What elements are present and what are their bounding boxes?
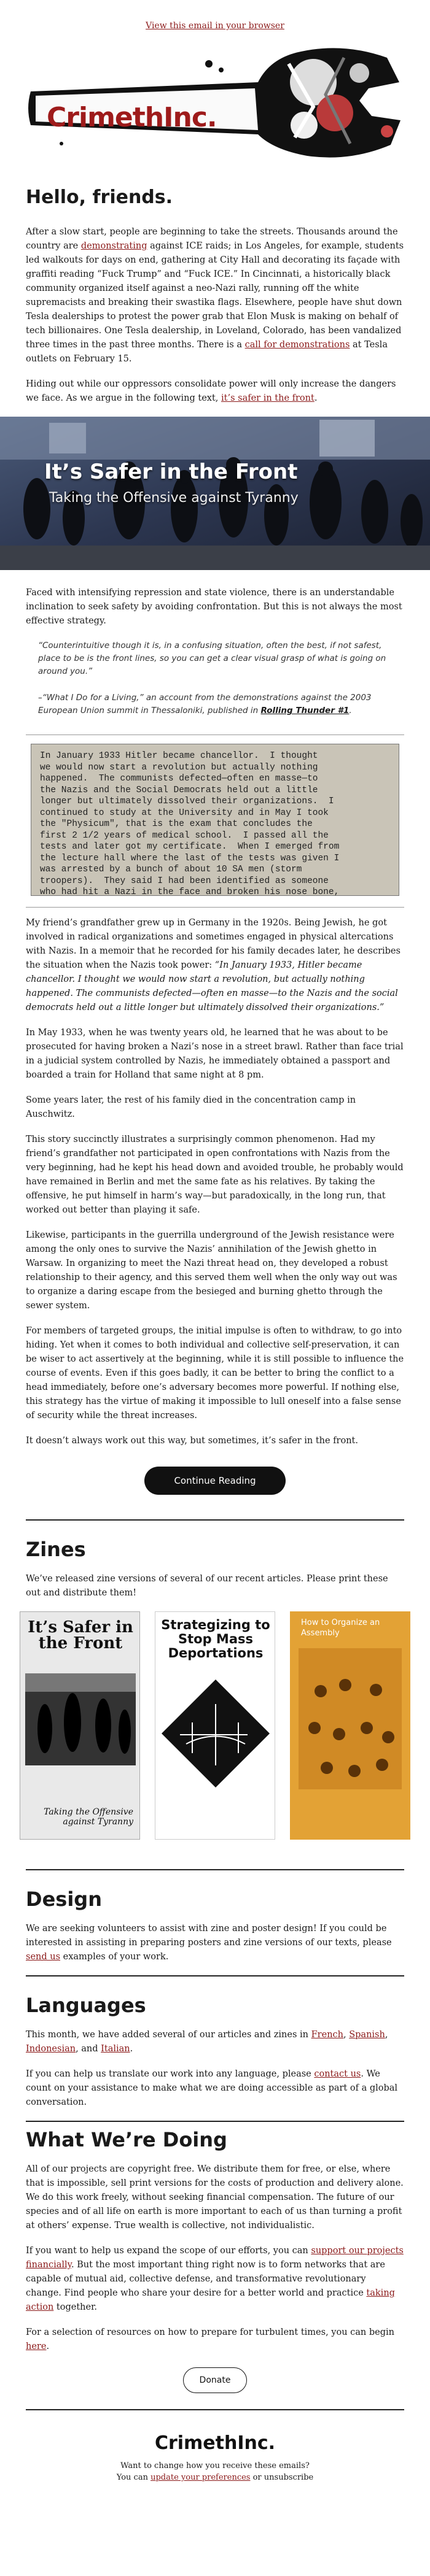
hero-subtitle: Taking the Offensive against Tyranny: [49, 490, 299, 506]
doing-text-part: . But the most important thing right now is to form networks that are capable of mutual aid, collective defense, and transformative revolutionary change. Find people who share your desire for a better world and practice: [26, 2260, 385, 2298]
doing-paragraph: [26, 2326, 404, 2354]
quote-attribution-text: .: [349, 706, 352, 715]
rolling-thunder-link[interactable]: Rolling Thunder #1: [260, 706, 350, 715]
view-in-browser-link[interactable]: View this email in your browser: [146, 21, 284, 31]
zine-title: It’s Safer in the Front: [28, 1618, 133, 1652]
doing-section: [0, 2128, 430, 2354]
typescript-memoir-image: In January 1933 Hitler became chancellor. I thought we would now start a revolution but actually nothing happened. The communists defected—often en masse—to the Nazis and the Social Democrats held out a little longer but ultimately dissolved their organizations. I continued to study at the University and in May I took the "Physicum", that is the exam that concludes the first 2 1/2 years of medical school. I passed all the tests and later got my certificate. When I emerged from the lecture hall where the last of the tests was given I was arrested by a bunch of about 10 SA men (storm troopers). They said I had been identified as someone who had hit a Nazi in the face and broken his nose bone,: [31, 744, 399, 896]
italian-link[interactable]: Italian: [101, 2044, 130, 2054]
pull-quote: “Counterintuitive though it is, in a confusing situation, often the best, if not safest, place to be is the front lines, so you can get a clear visual grasp of what is going on around you.”: [38, 641, 386, 676]
hero-image[interactable]: [0, 417, 430, 570]
intro-paragraph-2: [26, 377, 404, 406]
taking-action-link[interactable]: taking action: [26, 2288, 395, 2312]
zine-illustration: [155, 1612, 275, 1840]
article-text: My friend’s grandfather grew up in Germany in the 1920s. Being Jewish, he got involved in radical organizations and sometimes engaged in physical altercations with Nazis. In a memoir that he recorded for his family decades later, he describes the situation when the Nazis took power:: [26, 918, 401, 970]
memoir-quote: “In January 1933, Hitler became chancellor. I thought we would now start a revolution, but actually nothing happened. The communists defected—often en masse—to the Nazis and the social democrats held out a little longer but ultimately dissolved their organizations.”: [26, 960, 398, 1012]
article-paragraph: It doesn’t always work out this way, but sometimes, it’s safer in the front.: [26, 1436, 358, 1446]
doing-paragraph: [26, 2244, 404, 2315]
translate-text-part: If you can help us translate our work into any language, please: [26, 2069, 315, 2079]
intro-text: against ICE raids; in Los Angeles, for example, students led walkouts for days on end, gathering at City Hall and decorating its façade with graffiti reading “Fuck Trump” and “Fuck ICE.” In Cincinnati, a historically black community organized itself against a neo-Nazi rally, running off the white supremacists and breaking their swastika flags. Elsewhere, people have shut down Tesla dealerships to protest the power grab that Elon Musk is making on behalf of tech billionaires. One Tesla dealership, in Loveland, Colorado, has been vandalized three times in the past three months. There is a: [26, 241, 404, 350]
resources-here-link[interactable]: here: [26, 2342, 47, 2351]
demonstrating-link[interactable]: demonstrating: [80, 241, 147, 251]
languages-text: [26, 2028, 404, 2056]
zine-subtitle: Taking the Offensive against Tyranny: [44, 1807, 133, 1827]
article-paragraph: For members of targeted groups, the initial impulse is often to withdraw, to go into hiding. Yet when it comes to both individual and collective self-preservation, it can be wiser to act assertively at the beginning, while it is still possible to influence the course of events. Even if this goes badly, it can be better to bring the conflict to a head immediately, before one’s adversary becomes more powerful. If nothing else, this strategy has the virtue of making it impossible to lull oneself into a false sense of security while the threat increases.: [26, 1326, 404, 1421]
spanish-link[interactable]: Spanish: [349, 2030, 385, 2040]
safer-in-front-link[interactable]: it’s safer in the front: [221, 393, 315, 403]
doing-text-part: .: [46, 2342, 50, 2351]
intro-text: at Tesla outlets on February 15.: [26, 340, 388, 364]
continue-row: [0, 1467, 430, 1495]
continue-reading-button[interactable]: Continue Reading: [144, 1467, 285, 1495]
quote-attribution-text: –“What I Do for a Living,” an account from the demonstrations against the 2003 European Union summit in Thessaloniki, published in: [38, 693, 372, 715]
send-us-link[interactable]: send us: [26, 1952, 61, 1962]
zine-title: Strategizing to Stop Mass Deportations: [161, 1618, 270, 1660]
article-section: [0, 586, 430, 717]
doing-paragraph: All of our projects are copyright free. We distribute them for free, or else, where that is impossible, sell print versions for the costs of production and delivery alone. We do this work freely, without seeking financial compensation. The future of our species and of all life on earth is more important to each of us than turning a profit at others’ expense. True wealth is collective, not individualistic.: [26, 2164, 404, 2231]
intro-text: .: [314, 393, 318, 403]
support-financially-link[interactable]: support our projects financially: [26, 2246, 404, 2270]
section-rule: [26, 2121, 404, 2122]
update-preferences-link[interactable]: update your preferences: [150, 2473, 251, 2482]
logo-wordmark[interactable]: CrimethInc.: [47, 102, 217, 133]
zine-title: How to Organize an Assembly: [301, 1618, 380, 1638]
doing-text-part: If you want to help us expand the scope of our efforts, you can: [26, 2246, 311, 2256]
greeting-heading: Hello, friends.: [26, 187, 173, 208]
zine-cover-safer-in-front[interactable]: [20, 1611, 140, 1840]
hero-title: It’s Safer in the Front: [44, 460, 298, 484]
article-paragraph: In May 1933, when he was twenty years old, he learned that he was about to be prosecuted for having broken a Nazi’s nose in a street brawl. Rather than face trial in a judicial system controlled by Nazis, he immediately obtained a passport and boarded a train for Holland that same night at 8 pm.: [26, 1028, 404, 1080]
section-rule: [26, 1519, 404, 1521]
zine-illustration: [290, 1611, 410, 1840]
donate-button[interactable]: Donate: [183, 2367, 248, 2393]
translate-text-part: . We count on your assistance to make what we are doing accessible as part of a global conversation.: [26, 2069, 398, 2107]
design-heading: Design: [26, 1888, 102, 1911]
languages-heading: Languages: [26, 1994, 146, 2017]
intro-section: [0, 187, 430, 406]
zines-section: [0, 1538, 430, 1600]
article-paragraph: [26, 916, 404, 1015]
doing-text-part: together.: [53, 2302, 98, 2312]
translate-text: [26, 2067, 404, 2110]
zine-illustration: [20, 1612, 140, 1840]
intro-text: After a slow start, people are beginning to take the streets. Thousands around the country are: [26, 227, 398, 251]
logo-banner: [25, 39, 405, 168]
unsubscribe-text[interactable]: or unsubscribe: [250, 2473, 314, 2482]
zines-heading: Zines: [26, 1538, 86, 1561]
zines-text: We’ve released zine versions of several of our recent articles. Please print these out and distribute them!: [26, 1574, 388, 1598]
section-rule: [26, 1975, 404, 1976]
languages-text-part: .: [130, 2044, 133, 2054]
contact-us-link[interactable]: contact us: [314, 2069, 361, 2079]
article-body: [0, 916, 430, 1448]
quote-attribution: [38, 692, 404, 717]
doing-heading: What We’re Doing: [26, 2128, 227, 2151]
view-in-browser-row: [0, 0, 430, 39]
design-text-part: examples of your work.: [60, 1952, 169, 1962]
footer-text-part: You can: [116, 2473, 151, 2482]
call-for-demonstrations-link[interactable]: call for demonstrations: [244, 340, 350, 350]
footer-text: [0, 2460, 430, 2483]
article-paragraph: Some years later, the rest of his family died in the concentration camp in Auschwitz.: [26, 1095, 356, 1119]
article-paragraph: Faced with intensifying repression and state violence, there is an understandable inclination to seek safety by avoiding confrontation. But this is not always the most effective strategy.: [26, 588, 402, 626]
doing-text-part: For a selection of resources on how to prepare for turbulent times, you can begin: [26, 2327, 394, 2337]
intro-text: Hiding out while our oppressors consolidate power will only increase the dangers we face. As we argue in the following text,: [26, 379, 396, 403]
donate-row: [0, 2367, 430, 2393]
languages-section: [0, 1994, 430, 2110]
article-paragraph: This story succinctly illustrates a surprisingly common phenomenon. Had my friend’s grandfather not participated in open confrontations with Nazis from the very beginning, had he kept his head down and avoided trouble, he probably would have remained in Berlin and met the same fate as his relatives. By taking the offensive, he put himself in harm’s way—but paradoxically, in the long run, that worked out better than playing it safe.: [26, 1135, 404, 1215]
zine-cover-stop-deportations[interactable]: [155, 1611, 275, 1840]
design-text: [26, 1922, 404, 1964]
divider: [26, 907, 404, 908]
article-paragraph: Likewise, participants in the guerrilla underground of the Jewish resistance were among the only ones to survive the Nazis’ annihilation of the Jewish ghetto in Warsaw. In organizing to meet the Nazi threat head on, they developed a robust relationship to their agency, and this served them well when the only way out was to organize a daring escape from the besieged and burning ghetto through the sewer system.: [26, 1230, 397, 1311]
footer-line-2: [0, 2472, 430, 2483]
separator: ,: [343, 2030, 350, 2040]
design-section: [0, 1888, 430, 1964]
section-rule: [26, 2409, 404, 2410]
footer-logo[interactable]: CrimethInc.: [154, 2432, 276, 2454]
intro-paragraph-1: [26, 225, 404, 366]
section-rule: [26, 1869, 404, 1870]
design-text-part: We are seeking volunteers to assist with zine and poster design! If you could be interested in assisting in preparing posters and zine versions of our texts, please: [26, 1924, 392, 1948]
footer-line-1: Want to change how you receive these emails?: [120, 2461, 310, 2470]
zine-covers: [0, 1611, 430, 1840]
french-link[interactable]: French: [311, 2030, 343, 2040]
zine-cover-organize-assembly[interactable]: [290, 1611, 410, 1840]
languages-text-part: This month, we have added several of our articles and zines in: [26, 2030, 311, 2040]
indonesian-link[interactable]: Indonesian: [26, 2044, 76, 2054]
separator: ,: [385, 2030, 388, 2040]
separator: , and: [76, 2044, 101, 2054]
